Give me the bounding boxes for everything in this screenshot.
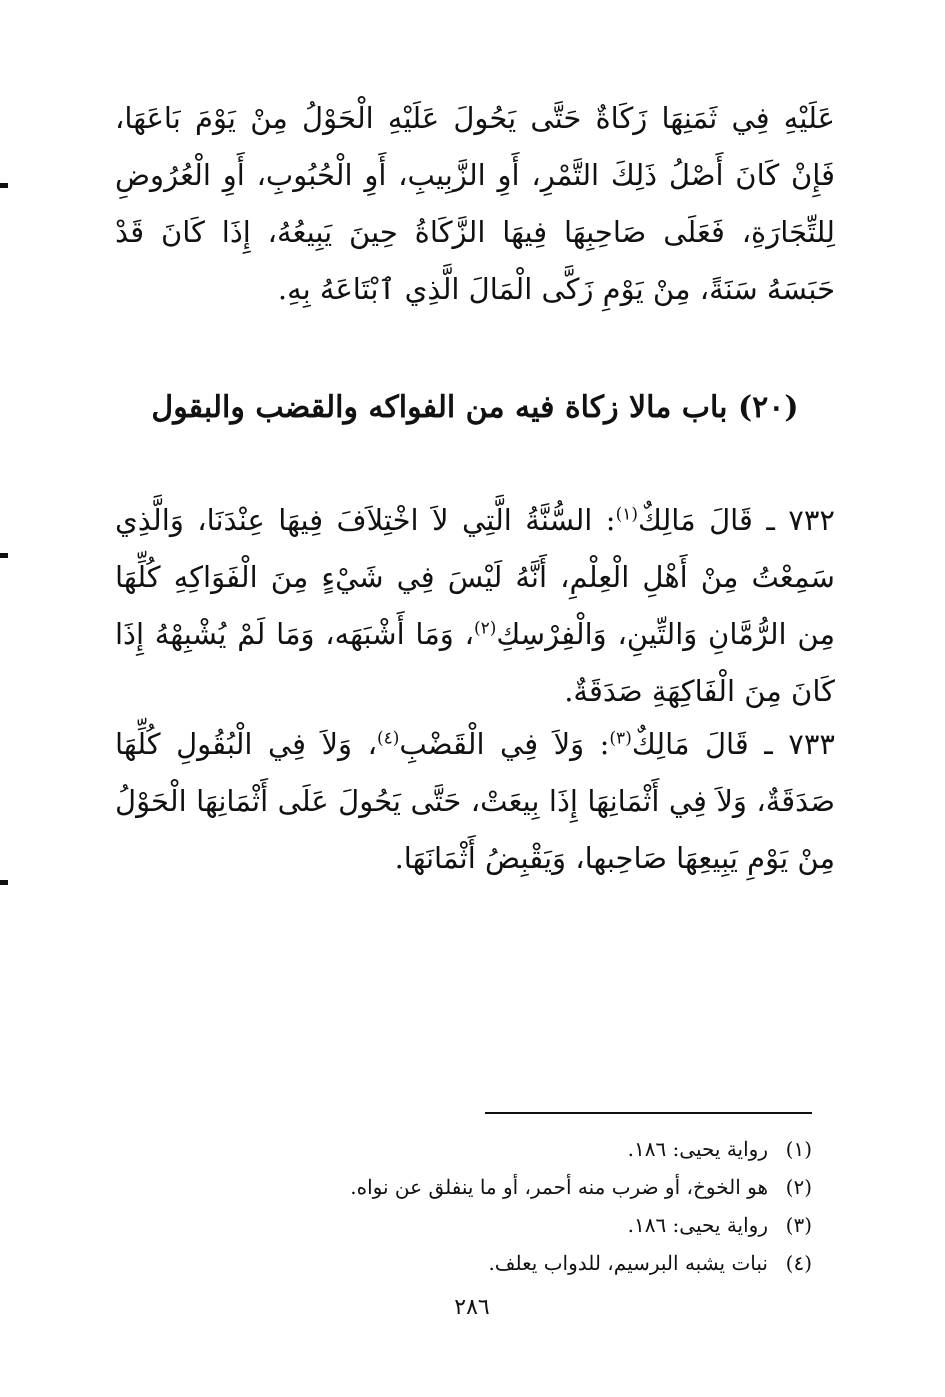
paragraph-text: عَلَيْهِ فِي ثَمَنِهَا زَكَاةٌ حَتَّى يَحُولَ عَلَيْهِ الْحَوْلُ مِنْ يَوْمَ بَاعَهَا، فَإِنْ كَانَ أَصْلُ ذَلِكَ التَّمْرِ، أَوِ الزَّبِيبِ، أَوِ الْحُبُوبِ، أَوِ الْعُرُوضِ لِلتِّجَارَةِ، فَعَلَى صَاحِبِهَا فِيهَا الزَّكَاةُ حِينَ يَبِيعُهُ، إِذَا كَانَ قَدْ حَبَسَهُ سَنَةً، مِنْ يَوْمِ زَكَّى الْمَالَ الَّذِي ٱبْتَاعَهُ بِهِ. xyxy=(115,101,835,306)
page-number: ٢٨٦ xyxy=(454,1295,490,1320)
footnote-text: نبات يشبه البرسيم، للدواب يعلف. xyxy=(488,1251,768,1275)
footnotes xyxy=(115,1130,812,1282)
margin-mark xyxy=(0,880,8,885)
paragraph-lead: ٧٣٣ ـ قَالَ مَالِكٌ xyxy=(631,727,835,761)
footnote-ref[interactable]: (٣) xyxy=(609,728,632,749)
margin-mark xyxy=(0,553,8,558)
footnote-divider xyxy=(485,1112,812,1114)
footnote-number: (٤) xyxy=(785,1251,812,1275)
paragraph-lead: ٧٣٢ ـ قَالَ مَالِكٌ xyxy=(638,503,835,537)
footnote-item xyxy=(115,1244,812,1282)
footnote-ref[interactable]: (٢) xyxy=(473,618,497,639)
footnote-number: (٣) xyxy=(785,1213,812,1237)
footnote-item xyxy=(115,1206,812,1244)
paragraph-733 xyxy=(115,716,835,887)
paragraph-text: ، وَمَا أَشْبَهَه، وَمَا لَمْ يُشْبِهْهُ إِذَا كَانَ مِنَ الْفَاكِهَةِ صَدَقَةٌ. xyxy=(115,617,835,708)
footnote-number: (٢) xyxy=(785,1175,812,1199)
footnote-text: هو الخوخ، أو ضرب منه أحمر، أو ما ينفلق عن نواه. xyxy=(350,1175,768,1199)
footnote-text: رواية يحيى: ١٨٦. xyxy=(627,1213,768,1237)
footnote-text: رواية يحيى: ١٨٦. xyxy=(627,1137,768,1161)
footnote-number: (١) xyxy=(785,1137,812,1161)
paragraph-text: : السُّنَّةُ الَّتِي لاَ اخْتِلاَفَ فِيهَا عِنْدَنَا، وَالَّذِي سَمِعْتُ مِنْ أَهْلِ الْعِلْمِ، أَنَّهُ لَيْسَ فِي شَيْءٍ مِنَ الْفَوَاكِهِ كُلِّهَا مِن الرُّمَّانِ وَالتِّينِ، وَالْفِرْسِكِ xyxy=(115,503,836,651)
paragraph-continuation xyxy=(115,90,835,318)
footnote-ref[interactable]: (١) xyxy=(615,504,639,525)
paragraph-text: : وَلاَ فِي الْقَضْبِ xyxy=(399,727,610,761)
margin-mark xyxy=(0,183,8,188)
paragraph-text: ، وَلاَ فِي الْبُقُولِ كُلِّهَا صَدَقَةٌ، وَلاَ فِي أَثْمَانِهَا إِذَا بِيعَتْ، حَتَّى يَحُولَ عَلَى أَثْمَانِهَا الْحَوْلُ مِنْ يَوْمِ يَبِيعِهَا صَاحِبها، وَيَقْبِضُ أَثْمَانَهَا. xyxy=(115,727,835,875)
section-heading: (٢٠) باب مالا زكاة فيه من الفواكه والقضب والبقول xyxy=(151,390,799,425)
footnote-item xyxy=(115,1130,812,1168)
paragraph-732 xyxy=(115,492,835,720)
footnote-ref[interactable]: (٤) xyxy=(376,728,400,749)
footnote-item xyxy=(115,1168,812,1206)
